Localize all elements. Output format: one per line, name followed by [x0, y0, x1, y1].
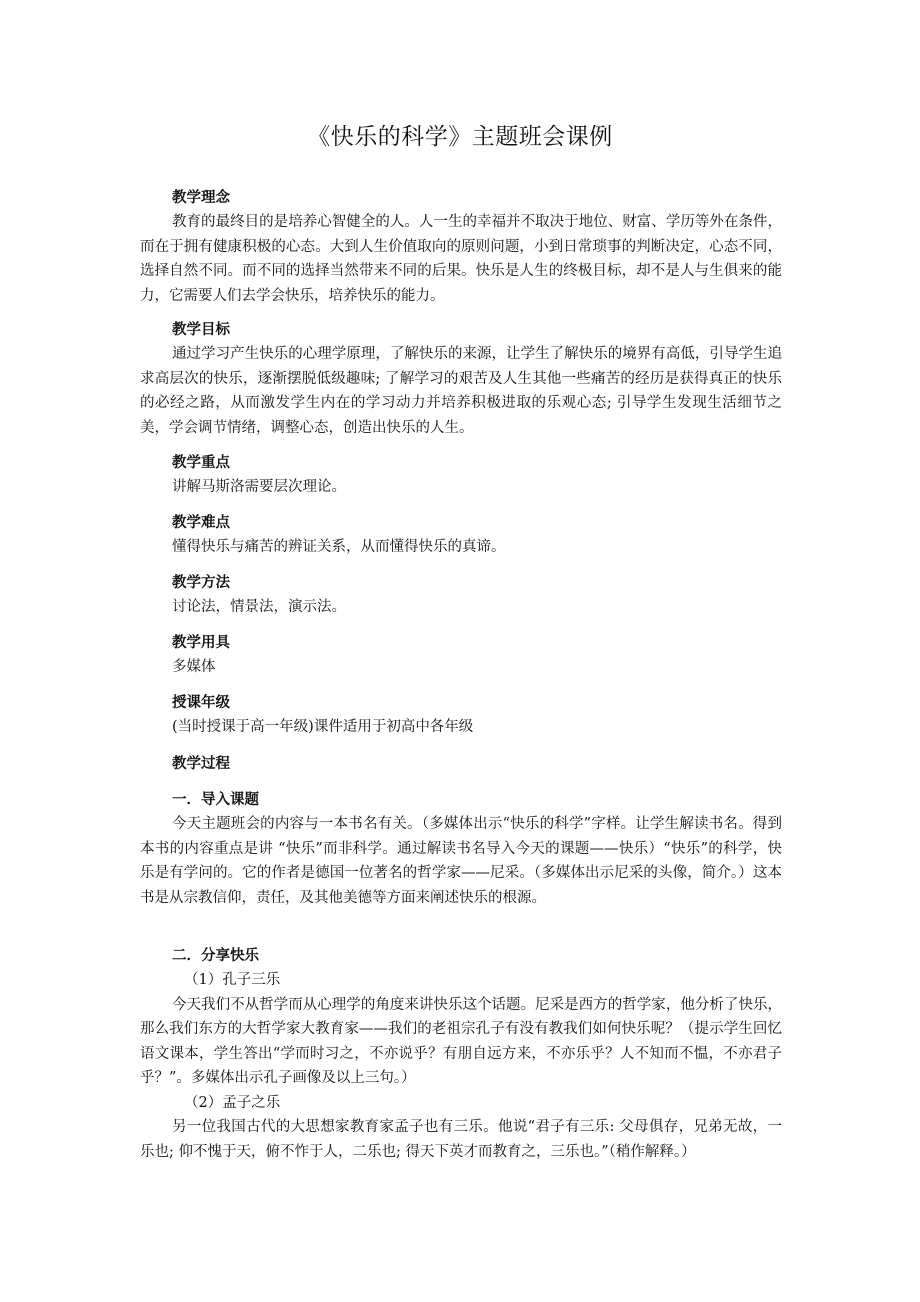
section-heading: 一．导入课题	[172, 792, 259, 808]
section-part2	[140, 944, 782, 1164]
section-grade	[140, 691, 782, 740]
section-text: 讲解马斯洛需要层次理论。	[172, 479, 346, 495]
section-focus	[140, 451, 782, 500]
subsection-title: （2）孟子之乐	[184, 1094, 281, 1111]
section-heading: 授课年级	[172, 695, 230, 711]
section-concept	[140, 186, 782, 308]
section-part1	[140, 788, 782, 910]
section-text: 通过学习产生快乐的心理学原理，了解快乐的来源，让学生了解快乐的境界有高低，引导学生追求高层次的快乐，逐渐摆脱低级趣味; 了解学习的艰苦及人生其他一些痛苦的经历是获得真正的快乐的必经之路，从而激发学生内在的学习动力并培养积极进取的乐观心态; 引导学生发现生活细节之美，学会调节情绪，调整心态，创造出快乐的人生。	[140, 346, 782, 436]
section-process	[140, 752, 782, 776]
subsection-title: （1）孔子三乐	[184, 972, 281, 988]
section-heading: 教学过程	[172, 756, 230, 772]
section-text: 多媒体	[172, 659, 216, 675]
section-tools	[140, 631, 782, 680]
section-heading: 教学用具	[172, 635, 230, 651]
section-difficulty	[140, 511, 782, 560]
section-heading: 教学方法	[172, 575, 230, 591]
section-text: 懂得快乐与痛苦的辨证关系，从而懂得快乐的真谛。	[172, 539, 506, 555]
section-heading: 教学目标	[172, 322, 230, 338]
document-title: 《快乐的科学》主题班会课例	[307, 124, 613, 150]
section-heading: 教学难点	[172, 515, 230, 531]
section-text: 今天主题班会的内容与一本书名有关。（多媒体出示“快乐的科学”字样。让学生解读书名。得到本书的内容重点是讲 “快乐”而非科学。通过解读书名导入今天的课题——快乐）“快乐”的科学，快乐是有学问的。它的作者是德国一位著名的哲学家——尼采。（多媒体出示尼采的头像，简介。）这本书是从宗教信仰，责任，及其他美德等方面来阐述快乐的根源。	[140, 816, 782, 906]
section-text: 教育的最终目的是培养心智健全的人。人一生的幸福并不取决于地位、财富、学历等外在条件，而在于拥有健康积极的心态。大到人生价值取向的原则问题，小到日常琐事的判断决定，心态不同，选择自然不同。而不同的选择当然带来不同的后果。快乐是人生的终极目标，却不是人与生俱来的能力，它需要人们去学会快乐，培养快乐的能力。	[140, 214, 782, 304]
section-text: (当时授课于高一年级)课件适用于初高中各年级	[172, 719, 474, 735]
section-heading: 二．分享快乐	[172, 948, 259, 964]
section-text: 讨论法，情景法，演示法。	[172, 599, 346, 615]
section-text: 另一位我国古代的大思想家教育家孟子也有三乐。他说“君子有三乐: 父母俱存，兄弟无故，一乐也; 仰不愧于天，俯不怍于人，二乐也; 得天下英才而教育之，三乐也。”（稍作解释。）	[140, 1119, 782, 1160]
section-goal	[140, 318, 782, 440]
section-heading: 教学理念	[172, 190, 230, 206]
section-heading: 教学重点	[172, 455, 230, 471]
section-text: 今天我们不从哲学而从心理学的角度来讲快乐这个话题。尼采是西方的哲学家，他分析了快乐，那么我们东方的大哲学家大教育家——我们的老祖宗孔子有没有教我们如何快乐呢？（提示学生回忆语文课本，学生答出“学而时习之，不亦说乎？有朋自远方来，不亦乐乎？人不知而不愠，不亦君子乎？”。多媒体出示孔子画像及以上三句。）	[140, 996, 782, 1086]
section-method	[140, 571, 782, 620]
